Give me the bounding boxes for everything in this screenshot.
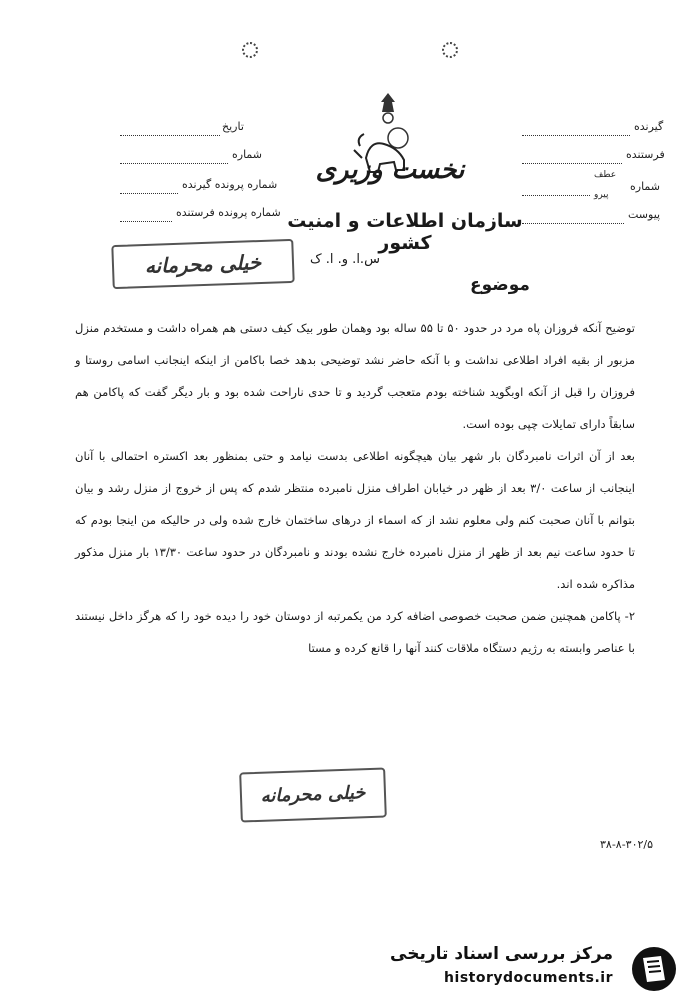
date-dots [120, 134, 220, 136]
body-paragraph-3: ۲- پاکامن همچنین ضمن صحبت خصوصی اضافه کرد من یکمرتبه از دوستان خود را دیده خود را که هرگز داخل نیستند با عناصر وابسته به رژیم دستگاه ملاقات کنند آنها را قانع کرده و مستا [75, 609, 635, 655]
number-sub-label-2: پیرو [594, 190, 609, 200]
body-text [75, 312, 635, 664]
attachment-dots [522, 222, 624, 224]
date-label: تاریخ [222, 120, 244, 133]
archive-logo-icon [629, 944, 679, 994]
recipient-file-label: شماره پرونده گیرنده [182, 178, 278, 191]
organization-title: سازمان اطلاعات و امنیت کشور [287, 210, 523, 254]
number-label-left: شماره [232, 148, 263, 161]
watermark-url: historydocuments.ir [444, 970, 613, 986]
sender-dots [522, 162, 622, 164]
ministry-title: نخست وزیری [315, 155, 465, 185]
sender-file-dots [120, 220, 172, 222]
punch-hole-right [442, 42, 458, 58]
recipient-dots [522, 134, 630, 136]
recipient-file-dots [120, 192, 178, 194]
body-paragraph-2: بعد از آن اثرات نامبردگان بار شهر بیان هیچگونه اطلاعی بدست نیامد و حتی بمنظور بعد اکستره احتمالی با آنان اینجانب از ساعت ۳/۰ بعد از ظهر در خیابان اطراف منزل نامبرده منتظر شدم که پس از خروج از منزل رشد و بیان بتوانم با آنان صحبت کنم ولی معلوم نشد از که اسماء از درهای ساختمان خارج شده ولی در حالیکه من اینجا بودم که تا حدود ساعت نیم بعد از ظهر از منزل نامبرده خارج نشده بودند و نامبردگان در حدود ساعت ۱۳/۳۰ بار منزل مذکور مذاکره شده اند. [75, 449, 635, 591]
classification-stamp-bottom [239, 767, 387, 822]
number-dots-right [522, 194, 590, 196]
watermark [390, 940, 685, 995]
classification-stamp-top [111, 239, 294, 289]
sender-label: فرستنده [626, 148, 665, 161]
stamp-text-top: خیلی محرمانه [144, 249, 262, 279]
subject-label: موضوع [470, 275, 530, 295]
sender-file-label: شماره پرونده فرستنده [176, 206, 281, 219]
number-label-right: شماره [630, 180, 661, 193]
attachment-label: پیوست [628, 208, 661, 221]
body-paragraph-1: توضیح آنکه فروزان پاه مرد در حدود ۵۰ تا ۵۵ ساله بود وهمان طور بیک کیف دستی هم همراه داشت و مستخدم منزل مزبور از بقیه افراد اطلاعی نداشت و با آنکه حاضر نشد توضیحی بدهد خصا باکامن از اینکه اینجانب اسامی روستا و فروزان را قبل از آنکه اوبگوید شناخته بودم متعجب گردید و تا حدی ناراحت شده بود و بار دیگر گفت که پاکامن هم سابقاً دارای تمایلات چپی بوده است. [75, 321, 635, 431]
document-code: ۳۸-۸-۳۰۲/۵ [600, 838, 654, 851]
recipient-label: گیرنده [634, 120, 664, 133]
number-sub-label-1: عطف [594, 170, 617, 180]
reference-code: س.ا. و. ا. ک [310, 252, 380, 267]
watermark-title: مرکز بررسی اسناد تاریخی [390, 944, 613, 964]
stamp-text-bottom: خیلی محرمانه [260, 782, 366, 807]
number-dots-left [120, 162, 228, 164]
punch-hole-left [242, 42, 258, 58]
